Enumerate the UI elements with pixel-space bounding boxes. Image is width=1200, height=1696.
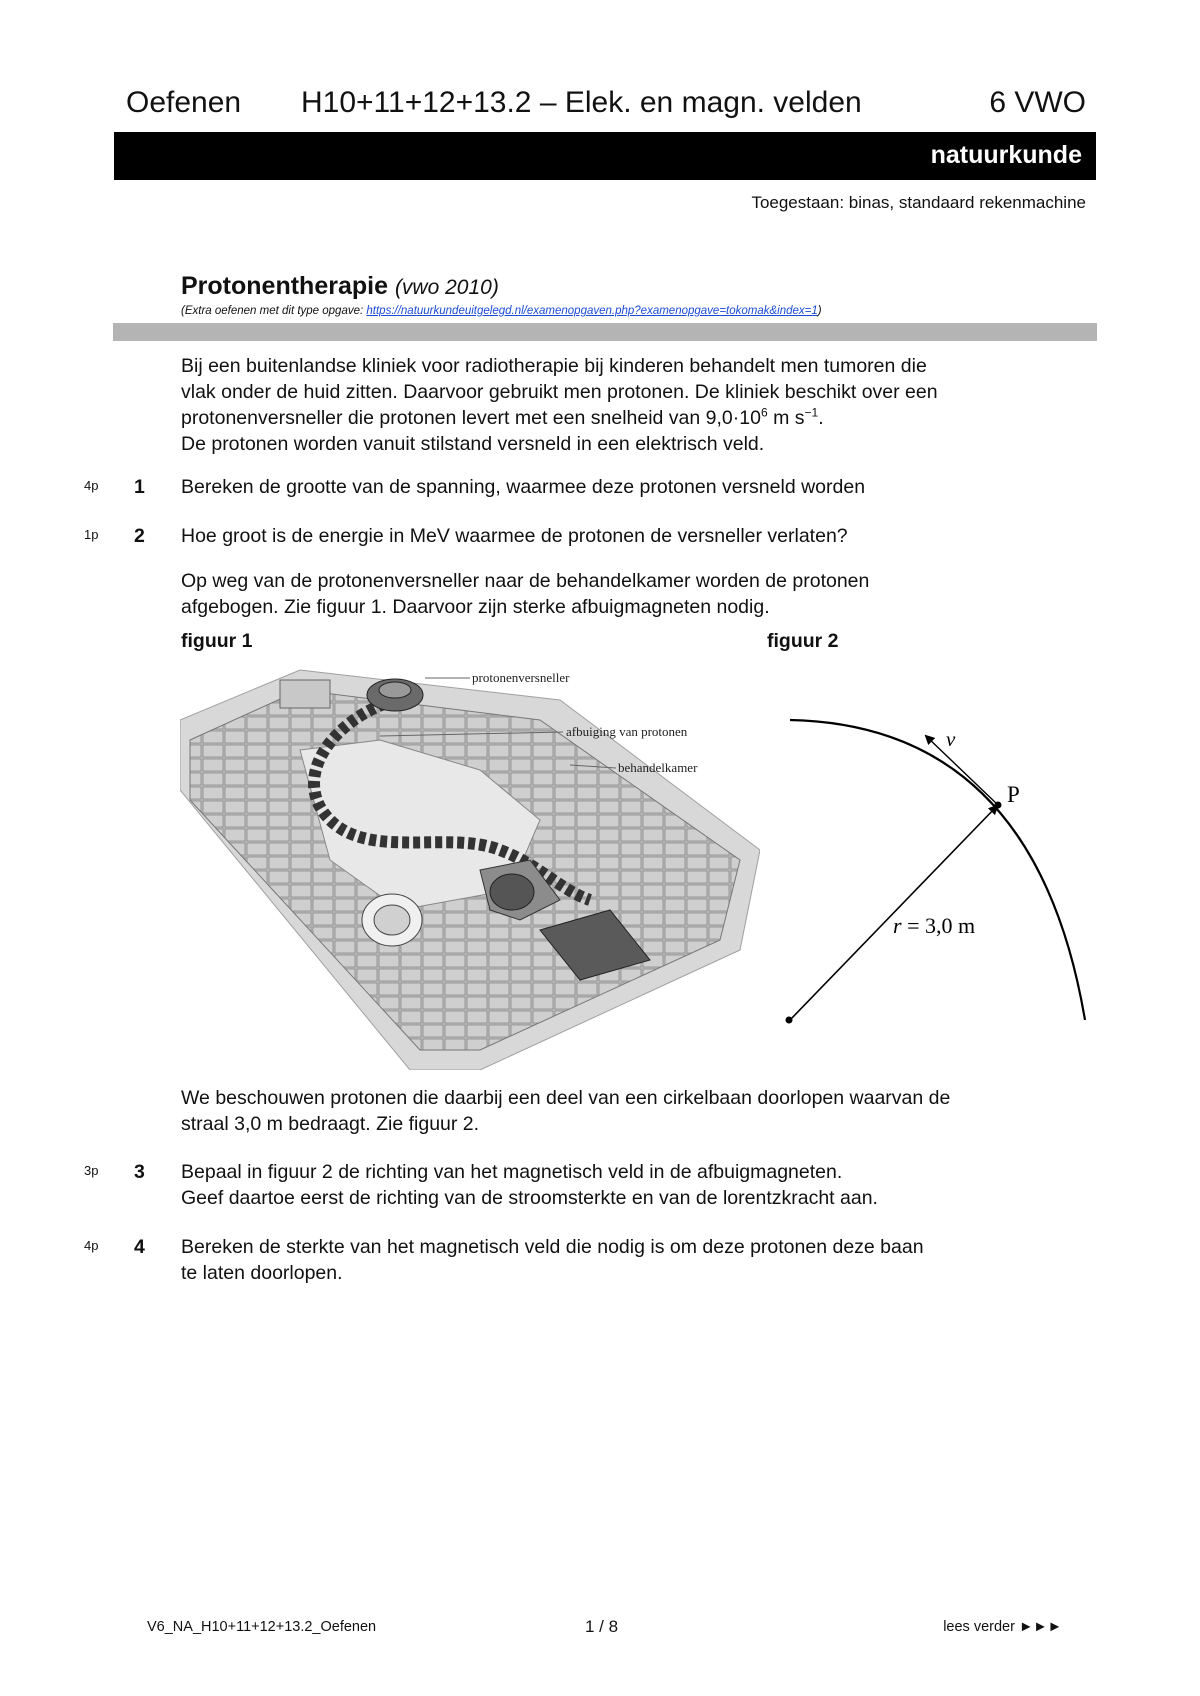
after-line-1: We beschouwen protonen die daarbij een deel van een cirkelbaan doorlopen waarvan de: [181, 1087, 951, 1109]
intro-line-3: [181, 405, 1081, 431]
middle-line-2: afgebogen. Zie figuur 1. Daarvoor zijn sterke afbuigmagneten nodig.: [181, 596, 770, 618]
intro-line-2: vlak onder de huid zitten. Daarvoor gebruikt men protonen. De kliniek beschikt over een: [181, 381, 938, 403]
exponent-minus-1: −1: [804, 405, 819, 420]
assignment-title-text: Protonentherapie: [181, 272, 388, 300]
middle-line-1: Op weg van de protonenversneller naar de behandelkamer worden de protonen: [181, 570, 870, 592]
radius-symbol: r: [893, 913, 902, 938]
radius-value: = 3,0 m: [901, 913, 976, 938]
assignment-year: (vwo 2010): [394, 276, 499, 299]
question-4-number: 4: [134, 1236, 145, 1258]
intro-paragraph: [181, 353, 1081, 457]
subject-label: natuurkunde: [930, 141, 1082, 169]
question-3-line-1: Bepaal in figuur 2 de richting van het magnetisch veld in de afbuigmagneten.: [181, 1161, 843, 1183]
header-left: Oefenen: [126, 86, 242, 119]
footer-continue: lees verder ►►►: [943, 1619, 1062, 1635]
extra-prefix: (Extra oefenen met dit type opgave:: [181, 305, 367, 317]
exponent-6: 6: [760, 405, 768, 420]
header-center: H10+11+12+13.2 – Elek. en magn. velden: [301, 86, 862, 119]
intro-line-3a: protonenversneller die protonen levert met een snelheid van 9,0·10: [181, 407, 761, 429]
question-4-text: [181, 1234, 1081, 1286]
figure-2-label: figuur 2: [767, 630, 839, 652]
question-1-number: 1: [134, 476, 145, 498]
question-3-text: [181, 1159, 1081, 1211]
question-3-line-2: Geef daartoe eerst de richting van de stroomsterkte en van de lorentzkracht aan.: [181, 1187, 878, 1209]
question-4-line-1: Bereken de sterkte van het magnetisch veld die nodig is om deze protonen deze baan: [181, 1236, 924, 1258]
callout-afbuiging: afbuiging van protonen: [566, 724, 688, 739]
intro-line-1: Bij een buitenlandse kliniek voor radiotherapie bij kinderen behandelt men tumoren die: [181, 355, 927, 377]
intro-line-3c: .: [818, 407, 824, 429]
velocity-arrow: [926, 736, 998, 805]
question-2-points: 1p: [84, 527, 99, 542]
extra-suffix: ): [817, 305, 822, 317]
radius-label: [893, 913, 975, 938]
footer-page-number: 1 / 8: [585, 1617, 619, 1636]
title-divider: [113, 323, 1097, 341]
after-line-2: straal 3,0 m bedraagt. Zie figuur 2.: [181, 1113, 480, 1135]
assignment-title: [181, 272, 499, 301]
point-p-label: P: [1007, 782, 1020, 807]
circular-path-diagram: [780, 700, 1100, 1030]
question-2-number: 2: [134, 525, 145, 547]
callout-protonenversneller: protonenversneller: [472, 670, 570, 685]
question-3-points: 3p: [84, 1163, 99, 1178]
question-3-number: 3: [134, 1161, 145, 1183]
extra-practice-note: [181, 305, 822, 317]
figure-1-label: figuur 1: [181, 630, 253, 652]
center-point: [786, 1017, 793, 1024]
question-1-text: Bereken de grootte van de spanning, waarmee deze protonen versneld worden: [181, 476, 866, 498]
header-right: 6 VWO: [989, 86, 1086, 119]
after-paragraph: [181, 1085, 1081, 1137]
velocity-label: v: [946, 727, 956, 751]
footer-filename: V6_NA_H10+11+12+13.2_Oefenen: [147, 1619, 377, 1635]
question-2-text: Hoe groot is de energie in MeV waarmee de protonen de versneller verlaten?: [181, 525, 848, 547]
subject-bar: [114, 132, 1096, 180]
question-4-points: 4p: [84, 1238, 99, 1253]
allowed-tools: Toegestaan: binas, standaard rekenmachine: [751, 193, 1086, 212]
question-4-line-2: te laten doorlopen.: [181, 1262, 343, 1284]
question-1-points: 4p: [84, 478, 99, 493]
extra-practice-link[interactable]: https://natuurkundeuitgelegd.nl/examenopgaven.php?examenopgave=tokomak&index=1: [366, 305, 818, 317]
middle-paragraph: [181, 568, 1081, 620]
callout-behandelkamer: behandelkamer: [618, 760, 698, 775]
facility-illustration: [180, 660, 760, 1070]
intro-line-3b: m s: [767, 407, 805, 429]
intro-line-4: De protonen worden vanuit stilstand versneld in een elektrisch veld.: [181, 433, 765, 455]
